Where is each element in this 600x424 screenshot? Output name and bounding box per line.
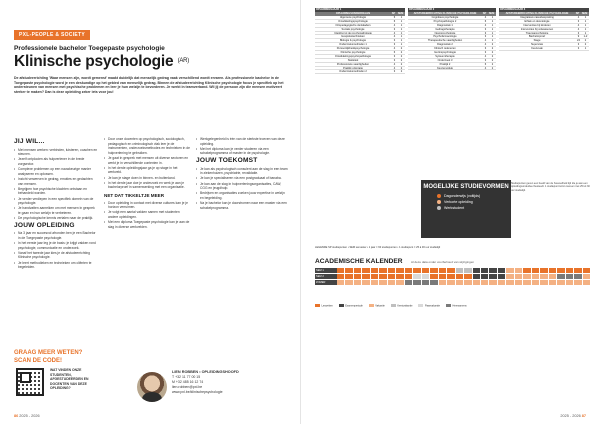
table-row: Ontwikkelingspsychologie 6 1 xyxy=(315,20,405,24)
calendar-cell xyxy=(439,274,447,279)
calendar-cell xyxy=(388,268,396,273)
person-email[interactable]: lien.robben@pxl.be xyxy=(172,385,203,389)
footer-right xyxy=(560,414,586,418)
calendar-cell xyxy=(557,274,565,279)
table-row: Traumapsychologie 3 1 xyxy=(499,32,589,36)
opleiding-heading: JOUW OPLEIDING xyxy=(14,221,75,229)
table-row: Professionele vaardigheden 4 2 xyxy=(315,63,405,67)
table-row: Persoonlijkheidspsychologie 4 2 xyxy=(315,47,405,51)
list-item: • Met een diploma Toegepaste psychologie kan je aan de slag in diverse werkvelden. xyxy=(104,220,190,229)
footer-year: 2025 - 2026 xyxy=(19,414,40,418)
calendar-cell xyxy=(362,268,370,273)
calendar-cell xyxy=(439,268,447,273)
list-item: • Vanaf het tweede jaar kies je de afstudeerrichting Klinische psychologie. xyxy=(14,251,98,260)
list-item: • Je verder verdiepen in een specifiek domein van de psychologie. xyxy=(14,197,98,206)
calendar-cell xyxy=(583,280,591,285)
calendar-cell xyxy=(362,280,370,285)
footer-left xyxy=(14,414,40,418)
calendar-cell xyxy=(566,274,574,279)
list-item: • Complexe problemen op een nauwkeurige manier analyseren en oplossen. xyxy=(14,167,98,176)
calendar-cell xyxy=(540,274,548,279)
list-item: • Met mensen werken: verbinden, luisteren, coachen en steunen. xyxy=(14,148,98,157)
list-item: • Met het diploma kan je verder studeren via een schakelprogramma of master in de psychologie. xyxy=(196,147,288,156)
calendar-cell xyxy=(574,280,582,285)
table-row: Praktijk 2 6 2 xyxy=(408,63,496,67)
calendar-cell xyxy=(473,280,481,285)
table-row: Statistiek 3 2 xyxy=(315,59,405,63)
calendar-cell xyxy=(345,274,353,279)
category-tag: PXL-PEOPLE & SOCIETY xyxy=(14,30,90,40)
list-item: • Jezelf ontplooien als hulpverlener in de brede zorgsector. xyxy=(14,157,98,166)
calendar-cell xyxy=(388,274,396,279)
table-subheader: OPLEIDINGSONDERDELEN SP SEM xyxy=(315,12,405,16)
calendar-cell xyxy=(464,274,472,279)
table-row: Psychopathologie 2 6 1 xyxy=(408,20,496,24)
right-page xyxy=(300,0,600,424)
column-3 xyxy=(196,137,288,211)
calendar-cell xyxy=(481,280,489,285)
calendar-cell xyxy=(447,274,455,279)
calendar-cell xyxy=(447,268,455,273)
table-row: Inleiding tot de psychopathologie 4 1 xyxy=(315,32,405,36)
calendar-cell xyxy=(354,274,362,279)
calendar-cell xyxy=(523,280,531,285)
list-item: • Je kan als psychologisch consulent aan de slag in een team in ziekenhuizen, psychiatrie, revalidatie. xyxy=(196,167,288,176)
calendar-cell xyxy=(523,268,531,273)
calendar-cell xyxy=(345,268,353,273)
calendar-cell xyxy=(422,274,430,279)
legend-swatch xyxy=(446,304,451,307)
table-subheader: AFSTUDEERRICHTING KLINISCHE PSYCHOLOGIE SP SEM xyxy=(408,12,496,16)
calendar-cell xyxy=(532,274,540,279)
legend-swatch xyxy=(391,304,396,307)
calendar-legend-item: Lesweken xyxy=(315,304,333,308)
table-row: Ortopedagogische denkkaders 4 1 xyxy=(315,24,405,28)
table-row: Sociale psychologie 3 1 xyxy=(315,28,405,32)
studievormen-box xyxy=(421,180,511,238)
table-row: Therapeutische vaardigheden 4 1 xyxy=(408,39,496,43)
calendar-cell xyxy=(506,280,514,285)
table-row: Algemene psychologie 6 1 xyxy=(315,16,405,20)
list-item: • In het derde opleidingsjaar ga je op stage in het werkveld. xyxy=(104,166,190,175)
calendar-cell xyxy=(473,268,481,273)
table-row: Diagnostiek 1 4 1 xyxy=(408,24,496,28)
calendar-cell xyxy=(337,268,345,273)
calendar-cell xyxy=(354,280,362,285)
toekomst-list xyxy=(196,167,288,211)
calendar-cell xyxy=(549,280,557,285)
calendar-cell xyxy=(379,274,387,279)
calendar-cell xyxy=(362,274,370,279)
table-row: Keuzemodule 4 2 xyxy=(408,67,496,71)
list-item: • Door opleiding in contact met diverse cultures kan je je horizon verruimen. xyxy=(104,201,190,210)
calendar-cell xyxy=(532,280,540,285)
list-item: • De psychologische kennis vertalen naar de praktijk. xyxy=(14,216,98,221)
table-header: OPLEIDINGSJAAR 1 xyxy=(315,8,405,12)
calendar-cell xyxy=(430,268,438,273)
calendar-cell xyxy=(388,280,396,285)
table-row: Interventies bij volwassenen 4 1 xyxy=(499,28,589,32)
course-table xyxy=(499,8,589,51)
calendar-cell xyxy=(532,268,540,273)
intro-paragraph: De afstudeerrichting 'Waar mensen zijn, wordt gemenst' maakt duidelijk dat menselijk gedrag vaak verschillend wordt ervaren. Als professionele bachelor in de Toegepaste psychologie word je een deskundige op het gebied van menselijk gedrag. Binnen de afstudeerrichting Klinische psychologie focus je specifiek op het ondersteunen van mensen met psychische problemen en leer je hun welzijn te bevorderen. Je werkt in teamverband. Wil jij de persoon zijn die mensen motiveert sterker te maken? Dan is deze opleiding zeker iets voor jou! xyxy=(14,76,284,95)
calendar-cell xyxy=(498,280,506,285)
legend-line: LEGENDE SP studiepunten • SEM semester • 1 jaar = 60 studiepunten • 1 studiepunt = 25 à 30 uur studietijd xyxy=(315,246,441,249)
calendar-cell xyxy=(549,268,557,273)
dot-icon xyxy=(437,194,441,198)
list-item: • Door onze docenten op psychologisch, sociologisch, pedagogisch en criminologisch vlak leer je de instrumenten, onderzoeksmethodes en technieken in de hulpverlening te gebruiken. xyxy=(104,137,190,155)
table-row: Onderzoeksmethoden 2 3 2 xyxy=(315,70,405,74)
list-item: • Inzicht verwerven in gedrag, emoties en gedachten van mensen. xyxy=(14,177,98,186)
calendar-cell xyxy=(566,268,574,273)
jij-wil-list xyxy=(14,148,98,221)
calendar-cell xyxy=(456,268,464,273)
studiepunten-explain: Studiepunten geven een beeld van de hoeveelheid tijd die je aan een opleidingsonderdeel besteedt. 1 studiepunt komt overeen met 25 tot 30 uur studietijd. xyxy=(511,182,590,192)
calendar-cell xyxy=(396,274,404,279)
calendar-cell xyxy=(379,280,387,285)
calendar-cell xyxy=(430,274,438,279)
list-item: • Je kan je stage doen in binnen- en buitenland. xyxy=(104,176,190,181)
calendar-cell xyxy=(574,268,582,273)
table-row: Keuzevak 3 1 xyxy=(499,47,589,51)
calendar-cell xyxy=(540,280,548,285)
toekomst-heading: JOUW TOEKOMST xyxy=(196,156,258,164)
qr-caption: WAT VINDEN ONZE STUDENTEN, AFGESTUDEERDEN EN DOCENTEN VAN DEZE OPLEIDING? xyxy=(50,368,89,390)
contact-person xyxy=(172,370,239,395)
calendar-legend-item: Herexamens xyxy=(446,304,467,308)
studievorm-item: Dagonderwijs (voltijds) xyxy=(437,193,511,199)
calendar-cell xyxy=(354,268,362,273)
page-title xyxy=(14,53,189,71)
course-table xyxy=(408,8,496,70)
calendar-cell xyxy=(557,280,565,285)
calendar-cell xyxy=(506,268,514,273)
dot-icon xyxy=(437,200,441,204)
calendar-cell xyxy=(566,280,574,285)
person-website[interactable]: www.pxl.be/klinischepsychologie xyxy=(172,390,223,394)
calendar-row-label: SEM 1 xyxy=(315,268,337,273)
legend-swatch xyxy=(418,304,423,307)
list-item: • In het eerste jaar leg je de basis: je krijgt vakken rond psychologie, communicatie en onderzoek. xyxy=(14,241,98,250)
calendar-cell xyxy=(430,280,438,285)
table-row: Psychofarmacologie 3 1 xyxy=(408,35,496,39)
calendar-cell xyxy=(422,280,430,285)
calendar-subtitle: Al deze data onder voorbehoud van wijzigingen xyxy=(411,260,475,264)
calendar-cell xyxy=(583,268,591,273)
calendar-cell xyxy=(337,274,345,279)
table-subheader: AFSTUDEERRICHTING KLINISCHE PSYCHOLOGIE SP SEM xyxy=(499,12,589,16)
person-mobile: M +32 485 16 12 74 xyxy=(172,380,204,384)
page-number: 86 xyxy=(14,414,19,418)
table-row: Praktijk oriëntatie 4 2 xyxy=(315,67,405,71)
table-row: Stage 24 2 xyxy=(499,39,589,43)
table-row: Klinische psychologie 6 2 xyxy=(315,51,405,55)
calendar-cell xyxy=(345,280,353,285)
table-row: Klinisch redeneren 3 2 xyxy=(408,47,496,51)
qr-code-icon[interactable] xyxy=(16,368,44,396)
tikkeltje-heading: NET DAT TIKKELTJE MEER xyxy=(104,192,165,198)
studievormen-list xyxy=(437,193,511,211)
calendar-legend-item: Kerstvakantie xyxy=(391,304,413,308)
table-row: Gesprekstechnieken 4 1 xyxy=(315,35,405,39)
column-2 xyxy=(104,137,190,230)
calendar-cell xyxy=(523,274,531,279)
calendar-cell xyxy=(557,268,565,273)
table-row: Interventies bij kinderen 4 1 xyxy=(499,24,589,28)
opleiding-list xyxy=(14,231,98,270)
calendar-row-label: ZOMER xyxy=(315,280,337,285)
calendar-legend-item: Paasvakantie xyxy=(418,304,440,308)
calendar-title: ACADEMISCHE KALENDER xyxy=(315,258,403,265)
table-row: Diagnostiek 2 4 2 xyxy=(408,43,496,47)
calendar-cell xyxy=(515,268,523,273)
calendar-cell xyxy=(498,274,506,279)
dot-icon xyxy=(437,206,441,210)
studievorm-item: Verkorte opleiding xyxy=(437,199,511,205)
list-item: • In het derde jaar doe je onderzoek en werk je aan je bachelorproef in samenwerking met een organisatie. xyxy=(104,181,190,190)
list-item: • Je kan aan de slag in hulpverleningsorganisaties, CAW, CGG en jeugdhulp. xyxy=(196,182,288,191)
table-header: OPLEIDINGSJAAR 3 xyxy=(499,8,589,12)
calendar-cell xyxy=(481,274,489,279)
calendar-cell xyxy=(413,274,421,279)
column-1 xyxy=(14,137,98,270)
calendar-cell xyxy=(337,280,345,285)
legend-swatch xyxy=(339,304,344,307)
calendar-cell xyxy=(489,268,497,273)
table-row: Systeemtherapie 4 2 xyxy=(408,55,496,59)
page-subtitle: Professionele bachelor Toegepaste psychologie xyxy=(14,45,165,52)
table-row: Cognitieve psychologie 4 1 xyxy=(408,16,496,20)
calendar-cell xyxy=(371,268,379,273)
calendar-cell xyxy=(447,280,455,285)
table-row: Gedragstherapie 3 1 xyxy=(408,28,496,32)
table-row: Neuropsychologie 3 1 xyxy=(408,32,496,36)
list-item: • Je leert methodieken en technieken om cliënten te begeleiden. xyxy=(14,261,98,270)
table-row: Ontwikkelingspsychopathologie 3 2 xyxy=(315,55,405,59)
calendar-cell xyxy=(422,268,430,273)
table-row: Bachelorproef 9 1-2 xyxy=(499,35,589,39)
person-phone: T +32 11 77 00 15 xyxy=(172,375,201,379)
calendar-cell xyxy=(413,268,421,273)
calendar-cell xyxy=(371,274,379,279)
calendar-cell xyxy=(540,268,548,273)
col2-list xyxy=(104,137,190,190)
calendar-cell xyxy=(473,274,481,279)
calendar-cell xyxy=(413,280,421,285)
calendar-cell xyxy=(549,274,557,279)
calendar-cell xyxy=(506,274,514,279)
title-text: Klinische psychologie xyxy=(14,53,174,70)
calendar-cell xyxy=(405,280,413,285)
calendar-cell xyxy=(481,268,489,273)
title-abbr: (AR) xyxy=(177,58,190,64)
calendar-cell xyxy=(515,274,523,279)
list-item: • Je kan je specialiseren via een postgraduaat of banaba. xyxy=(196,176,288,181)
page-number: 87 xyxy=(581,414,586,418)
academic-calendar xyxy=(315,268,591,286)
list-item: • Bedrijven en organisaties zoeken jouw expertise in welzijn en begeleiding. xyxy=(196,191,288,200)
legend-swatch xyxy=(369,304,374,307)
calendar-cell xyxy=(405,268,413,273)
list-item: • Je gaat in gesprek met mensen uit diverse sectoren en werkt je in verschillende contexten in. xyxy=(104,156,190,165)
table-row: Supervisie 3 2 xyxy=(499,43,589,47)
calendar-cell xyxy=(405,274,413,279)
calendar-cell xyxy=(464,280,472,285)
calendar-cell xyxy=(574,274,582,279)
calendar-cell xyxy=(464,268,472,273)
calendar-cell xyxy=(439,280,447,285)
calendar-cell xyxy=(396,280,404,285)
list-item: • Je volgt een aantal vakken samen met studenten andere opleidingen. xyxy=(104,210,190,219)
table-row: Integratieve casusbespreking 4 1 xyxy=(499,16,589,20)
calendar-cell xyxy=(498,268,506,273)
table-row: Biologie & psychologie 3 1 xyxy=(315,39,405,43)
calendar-cell xyxy=(489,280,497,285)
list-item: • Na je bachelor kan je doorstromen naar een master via een schakelprogramma. xyxy=(196,201,288,210)
studievorm-item: Werkstudent xyxy=(437,205,511,211)
legend-swatch xyxy=(315,304,320,307)
list-item: • Na 3 jaar en succesvol afronden ben je een Bachelor in de Toegepaste psychologie. xyxy=(14,231,98,240)
calendar-cell xyxy=(456,280,464,285)
list-item: • Begrijpen hoe psychische klachten ontstaan en behandeld worden. xyxy=(14,187,98,196)
tikkeltje-list xyxy=(104,201,190,230)
studievormen-title: MOGELIJKE STUDIEVORMEN xyxy=(423,184,509,190)
calendar-cell xyxy=(515,280,523,285)
list-item: • Je handvatten aanreiken om met mensen in gesprek te gaan en hun welzijn te verbeteren. xyxy=(14,206,98,215)
calendar-legend-item: Examenperiode xyxy=(339,304,363,308)
table-header: OPLEIDINGSJAAR 2 xyxy=(408,8,496,12)
person-name: LIEN ROBBEN • OPLEIDINGSHOOFD xyxy=(172,370,239,374)
table-row: Onderzoek 3 3 2 xyxy=(408,59,496,63)
col3-list xyxy=(196,137,288,156)
table-row: Gezinspsychologie 3 2 xyxy=(408,51,496,55)
calendar-legend-item: Vakantie xyxy=(369,304,385,308)
course-table xyxy=(315,8,405,74)
calendar-cell xyxy=(583,274,591,279)
calendar-cell xyxy=(396,268,404,273)
calendar-legend xyxy=(315,304,591,308)
table-row: Ethiek en deontologie 3 1 xyxy=(499,20,589,24)
table-row: Onderzoeksmethoden 1 3 1 xyxy=(315,43,405,47)
calendar-cell xyxy=(371,280,379,285)
calendar-cell xyxy=(379,268,387,273)
avatar xyxy=(137,372,167,402)
list-item: • Werkgelegenheid is één van de sterkste troeven van deze opleiding. xyxy=(196,137,288,146)
calendar-row xyxy=(315,280,591,286)
calendar-cell xyxy=(456,274,464,279)
footer-year: 2025 - 2026 xyxy=(560,414,581,418)
calendar-row-label: SEM 2 xyxy=(315,274,337,279)
jij-wil-heading: JIJ WIL... xyxy=(14,138,45,145)
contact-title: GRAAG MEER WETEN? SCAN DE CODE! xyxy=(14,350,83,364)
calendar-cell xyxy=(489,274,497,279)
